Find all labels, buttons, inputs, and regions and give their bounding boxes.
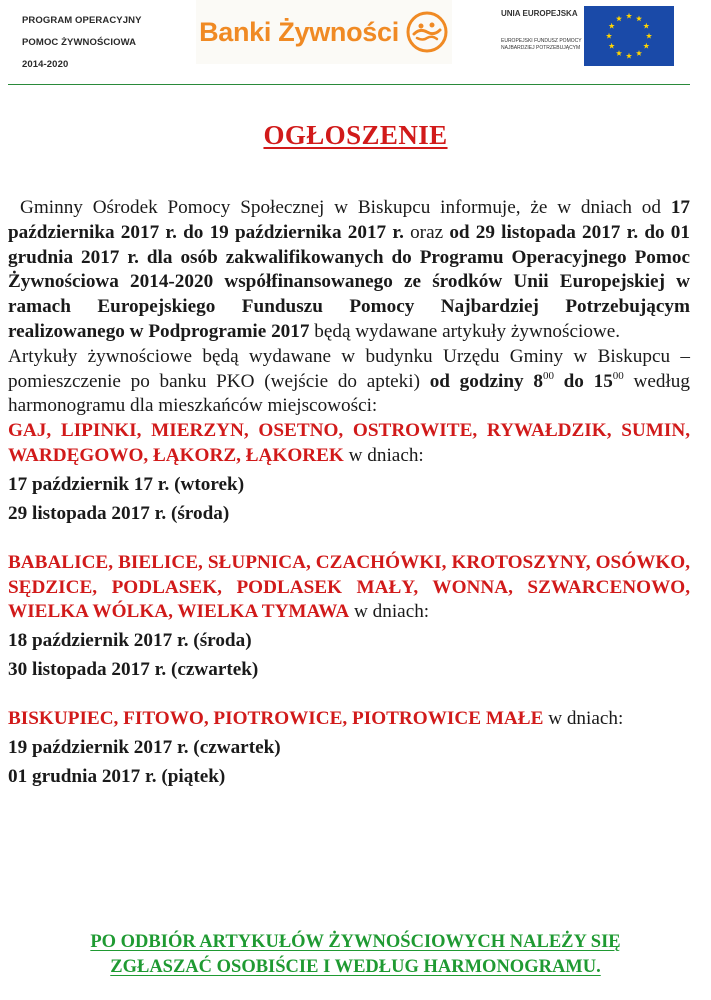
group-2-suffix: w dniach:	[349, 601, 430, 623]
hours-from: od godziny 8	[429, 370, 543, 392]
intro-text-e: będą wydawane artykuły żywnościowe.	[309, 320, 621, 342]
group-3-villages: BISKUPIEC, FITOWO, PIOTROWICE, PIOTROWICE MAŁE	[8, 708, 544, 730]
eu-title: UNIA EUROPEJSKA	[501, 9, 578, 18]
group-2-date-1: 18 październik 2017 r. (środa)	[8, 630, 252, 652]
location-text: Artykuły żywnościowe będą wydawane w budynku Urzędu Gminy w Biskupcu – pomieszczenie po banku PKO (wejście do apteki)	[8, 345, 690, 392]
group-2-places	[8, 551, 690, 625]
page-title: OGŁOSZENIE	[263, 120, 448, 150]
group-1-date-2: 29 listopada 2017 r. (środa)	[8, 502, 230, 524]
footer-notice	[0, 930, 711, 980]
document-header	[0, 0, 711, 86]
schedule-group-1	[8, 419, 690, 527]
group-1-date-1: 17 październik 17 r. (wtorek)	[8, 473, 245, 495]
program-line-1: PROGRAM OPERACYJNY	[22, 15, 142, 26]
eu-flag-icon	[584, 6, 674, 66]
program-line-3: 2014-2020	[22, 59, 69, 70]
group-1-places	[8, 419, 690, 469]
hours-to-minutes: 00	[612, 369, 624, 382]
group-1-villages: GAJ, LIPINKI, MIERZYN, OSETNO, OSTROWITE, RYWAŁDZIK, SUMIN, WARDĘGOWO, ŁĄKORZ, ŁĄKOREK	[8, 420, 690, 466]
schedule-text: według harmonogramu dla mieszkańców miejscowości:	[8, 370, 690, 417]
eu-label	[501, 9, 583, 52]
location-paragraph	[8, 345, 690, 419]
intro-paragraph	[8, 196, 690, 345]
group-3-date-2: 01 grudnia 2017 r. (piątek)	[8, 765, 226, 787]
schedule-group-3	[8, 707, 690, 790]
program-label	[22, 10, 142, 76]
intro-dates-october: 17 października 2017 r. do 19 października 2017 r.	[8, 197, 690, 243]
program-line-2: POMOC ŻYWNOŚCIOWA	[22, 37, 137, 48]
group-3-places	[8, 707, 690, 732]
food-bank-emblem-icon	[405, 10, 449, 54]
footer-line-1: PO ODBIÓR ARTYKUŁÓW ŻYWNOŚCIOWYCH NALEŻY SIĘ	[90, 932, 621, 952]
footer-line-2: ZGŁASZAĆ OSOBIŚCIE I WEDŁUG HARMONOGRAMU.	[110, 957, 601, 977]
hours-to: do 15	[553, 370, 613, 392]
eu-subtitle: EUROPEJSKI FUNDUSZ POMOCY NAJBARDZIEJ POTRZEBUJĄCYM	[501, 38, 582, 51]
banki-zywnosci-logo	[196, 0, 452, 64]
header-divider	[8, 84, 690, 85]
group-2-date-2: 30 listopada 2017 r. (czwartek)	[8, 659, 259, 681]
schedule-group-2	[8, 551, 690, 683]
group-3-date-1: 19 październik 2017 r. (czwartek)	[8, 736, 281, 758]
group-2-villages: BABALICE, BIELICE, SŁUPNICA, CZACHÓWKI, KROTOSZYNY, OSÓWKO, SĘDZICE, PODLASEK, PODLASEK MAŁY, WONNA, SZWARCENOWO, WIELKA WÓLKA, WIELKA TYMAWA	[8, 551, 690, 623]
group-3-suffix: w dniach:	[543, 708, 624, 730]
logo-text: Banki Żywności	[199, 16, 399, 47]
announcement-body	[8, 196, 690, 790]
intro-text-c: oraz	[403, 221, 450, 243]
intro-dates-november: od 29 listopada 2017 r. do 01 grudnia 2017 r. dla osób zakwalifikowanych do Programu Operacyjnego Pomoc Żywnościowa 2014-2020 współfinansowanego ze środków Unii Europejskiej w ramach Europejskiego Funduszu Pomocy Najbardziej Potrzebującym realizowanego w Podprogramie 2017	[8, 221, 690, 342]
hours-from-minutes: 00	[542, 369, 554, 382]
intro-text-a: Gminny Ośrodek Pomocy Społecznej w Biskupcu informuje, że w dniach od	[20, 197, 671, 218]
group-1-suffix: w dniach:	[343, 444, 424, 466]
